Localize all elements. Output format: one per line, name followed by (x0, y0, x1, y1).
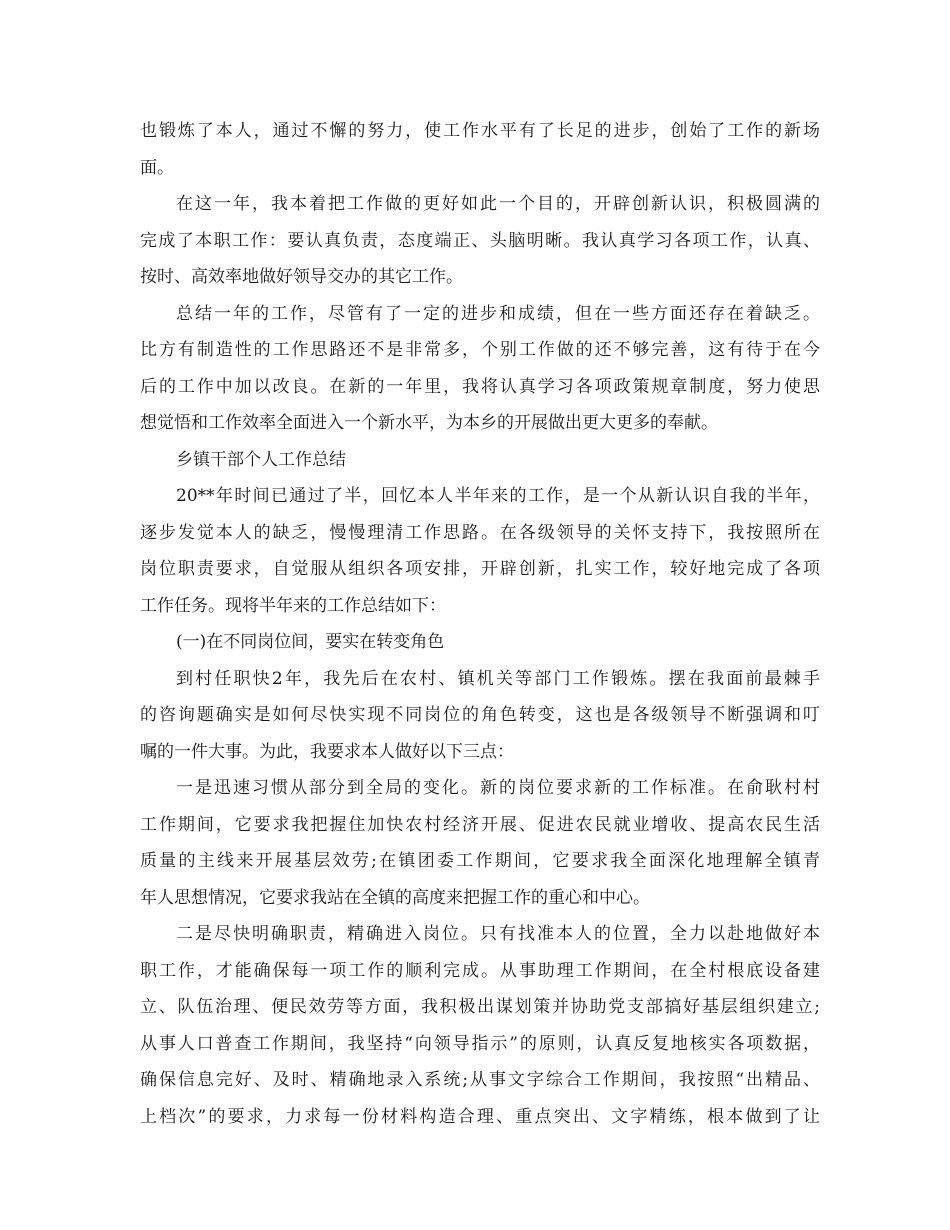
text-line: 乡镇干部个人工作总结 (176, 449, 346, 470)
text-line: 岗位职责要求，自觉服从组织各项安排，开辟创新，扎实工作，较好地完成了各项 (140, 559, 820, 579)
text-line: 比方有制造性的工作思路还不是非常多，个别工作做的还不够完善，这有待于在今 (140, 340, 820, 360)
text-line: 年人思想情况，它要求我站在全镇的高度来把握工作的重心和中心。 (140, 887, 650, 908)
text-line: 质量的主线来开展基层效劳;在镇团委工作期间，它要求我全面深化地理解全镇青 (140, 851, 820, 871)
text-line: 工作期间，它要求我把握住加快农村经济开展、促进农民就业增收、提高农民生活 (140, 814, 820, 835)
text-line: 总结一年的工作，尽管有了一定的进步和成绩，但在一些方面还存在着缺乏。 (176, 303, 820, 324)
text-line: 也锻炼了本人，通过不懈的努力，使工作水平有了长足的进步，创始了工作的新场 (140, 121, 820, 141)
text-line: 到村任职快2年，我先后在农村、镇机关等部门工作锻炼。摆在我面前最棘手 (176, 668, 820, 689)
document-body (140, 113, 820, 1135)
text-line: 确保信息完好、及时、精确地录入系统;从事文字综合工作期间，我按照“出精品、 (140, 1070, 820, 1090)
text-line: 工作任务。现将半年来的工作总结如下： (140, 595, 446, 616)
text-line: 后的工作中加以改良。在新的一年里，我将认真学习各项政策规章制度，努力使思 (140, 376, 820, 397)
text-line: (一)在不同岗位间，要实在转变角色 (176, 632, 445, 652)
text-line: 逐步发觉本人的缺乏，慢慢理清工作思路。在各级领导的关怀支持下，我按照所在 (140, 522, 820, 543)
text-line: 的咨询题确实是如何尽快实现不同岗位的角色转变，这也是各级领导不断强调和叮 (140, 705, 820, 725)
text-line: 一是迅速习惯从部分到全局的变化。新的岗位要求新的工作标准。在俞耿村村 (176, 778, 820, 798)
text-line: 面。 (140, 157, 174, 178)
text-line: 按时、高效率地做好领导交办的其它工作。 (140, 267, 463, 287)
text-line: 嘱的一件大事。为此，我要求本人做好以下三点： (140, 741, 514, 762)
text-line: 从事人口普查工作期间，我坚持“向领导指示”的原则，认真反复地核实各项数据， (140, 1033, 820, 1054)
text-line: 立、队伍治理、便民效劳等方面，我积极出谋划策并协助党支部搞好基层组织建立; (140, 997, 820, 1017)
text-line: 上档次”的要求，力求每一份材料构造合理、重点突出、文字精练，根本做到了让 (140, 1106, 820, 1127)
text-line: 20**年时间已通过了半，回忆本人半年来的工作，是一个从新认识自我的半年， (176, 486, 820, 506)
text-line: 职工作，才能确保每一项工作的顺利完成。从事助理工作期间，在全村根底设备建 (140, 960, 820, 981)
text-line: 想觉悟和工作效率全面进入一个新水平，为本乡的开展做出更大更多的奉献。 (140, 413, 718, 433)
text-line: 二是尽快明确职责，精确进入岗位。只有找准本人的位置，全力以赴地做好本 (176, 924, 820, 944)
text-line: 在这一年，我本着把工作做的更好如此一个目的，开辟创新认识，积极圆满的 (176, 194, 820, 214)
text-line: 完成了本职工作：要认真负责，态度端正、头脑明晰。我认真学习各项工作，认真、 (140, 230, 820, 251)
